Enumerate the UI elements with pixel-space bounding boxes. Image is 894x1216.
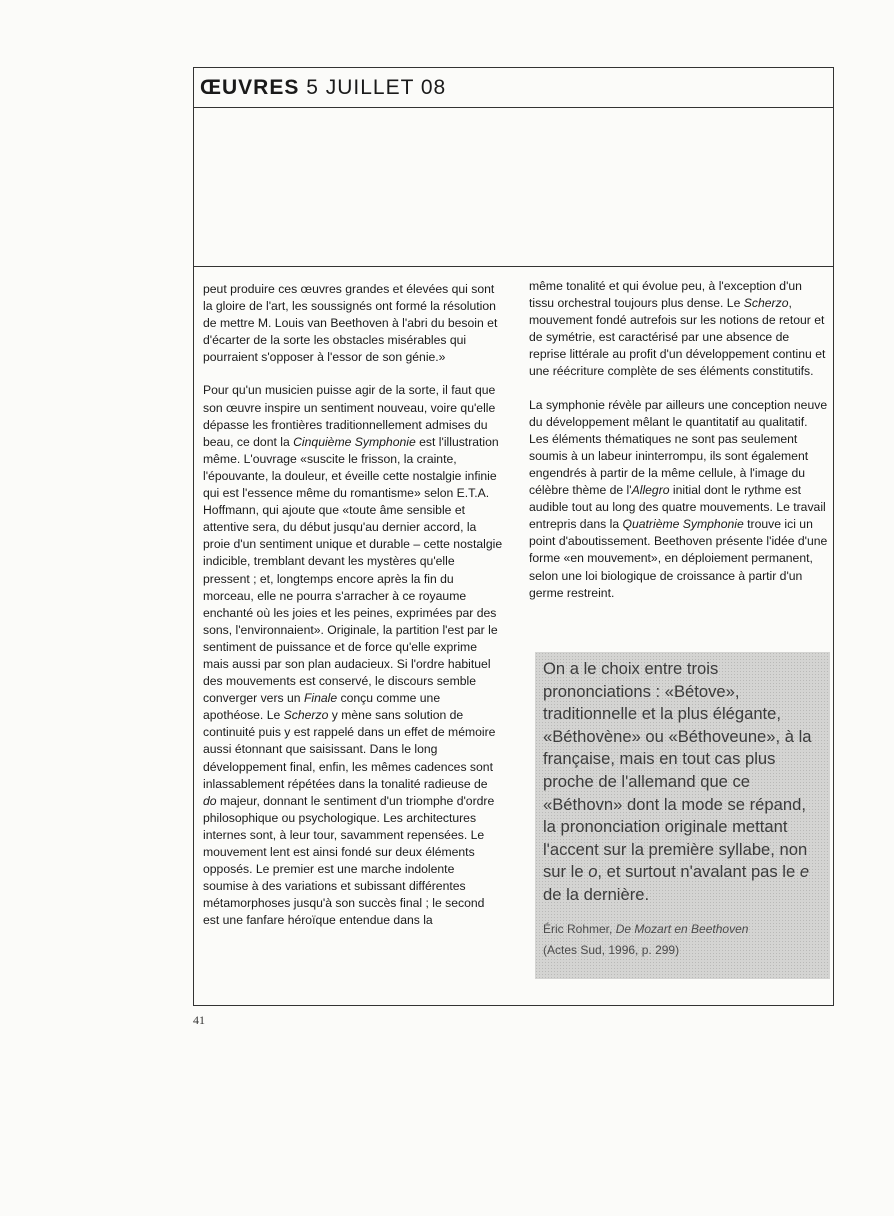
section-date: 5 JUILLET 08 [306,76,447,99]
right-paragraph-2: La symphonie révèle par ailleurs une conception neuve du développement mêlant le quantitatif au qualitatif. Les éléments thématiques ne sont pas seulement soumis à un labeur ininterrompu, ils sont également engendrés à partir de la même cellule, à l'image du célèbre thème de l'Allegro initial dont le rythme est audible tout au long des quatre mouvements. Le travail entrepris dans la Quatrième Symphonie trouve ici un point d'aboutissement. Beethoven présente l'idée d'une forme «en mouvement», en déploiement permanent, selon une loi biologique de croissance à partir d'un germe restreint. [529,397,828,600]
left-paragraph-2: Pour qu'un musicien puisse agir de la sorte, il faut que son œuvre inspire un sentiment nouveau, voire qu'elle dépasse les frontières traditionnellement admises du beau, ce dont la Cinquième Symphonie est l'illustration même. L'ouvrage «suscite le frisson, la crainte, l'épouvante, la douleur, et éveille cette nostalgie infinie qui est l'essence même du romantisme» selon E.T.A. Hoffmann, qui ajoute que «toute âme sensible et attentive sera, du début jusqu'au dernier accord, la proie d'un sentiment unique et durable – cette nostalgie indicible, tremblant devant les mystères qu'elle pressent ; et, longtemps encore après la fin du morceau, elle ne pourra s'arracher à ce royaume enchanté où les joies et les peines, exprimées par des sons, l'environnaient». Originale, la partition l'est par le sentiment de puissance et de force qu'elle exprime mais aussi par son plan audacieux. Si l'ordre habituel des mouvements est conservé, le discours semble converger vers un Finale conçu comme une apothéose. Le Scherzo y mène sans solution de continuité puis y est rappelé dans un effet de mémoire aussi étonnant que saisissant. Dans le long développement final, enfin, les mêmes cadences sont inlassablement répétées dans la tonalité radieuse de do majeur, donnant le sentiment d'un triomphe d'ordre philosophique ou psychologique. Les architectures internes sont, à leur tour, savamment repensées. Le mouvement lent est ainsi fondé sur deux éléments opposés. Le premier est une marche indolente soumise à des variations et subissant différentes métamorphoses jusqu'à son succès final ; le second est une fanfare héroïque entendue dans la [203,383,503,928]
right-column [529,278,829,618]
page-number: 41 [193,1013,205,1027]
section-title: ŒUVRES [200,76,300,99]
article-frame [193,67,834,1006]
pull-quote-box [535,652,830,979]
right-paragraph-1: même tonalité et qui évolue peu, à l'exception d'un tissu orchestral toujours plus dense. Le Scherzo, mouvement fondé autrefois sur les notions de retour et de symétrie, est caractérisé par une absence de reprise littérale au profit d'un développement continu et une réécriture complète de ses éléments constitutifs. [529,279,826,379]
pull-quote-text: On a le choix entre trois prononciations : «Bétove», traditionnelle et la plus élégante, «Béthovène» ou «Béthoveune», à la française, mais en tout cas plus proche de l'allemand que ce «Béthovn» dont la mode se répand, la prononciation originale mettant l'accent sur la première syllabe, non sur le o, et surtout n'avalant pas le e de la dernière. [543,659,812,904]
left-paragraph-1: peut produire ces œuvres grandes et élevées qui sont la gloire de l'art, les soussignés ont formé la résolution de mettre M. Louis van Beethoven à l'abri du besoin et d'écarter de la sorte les obstacles misérables qui pourraient s'opposer à l'essor de son génie.» [203,282,498,365]
pull-quote-source: Éric Rohmer, De Mozart en Beethoven (Actes Sud, 1996, p. 299) [543,921,749,957]
blank-banner-area [194,108,833,267]
left-column [203,281,503,945]
section-header [194,68,833,108]
